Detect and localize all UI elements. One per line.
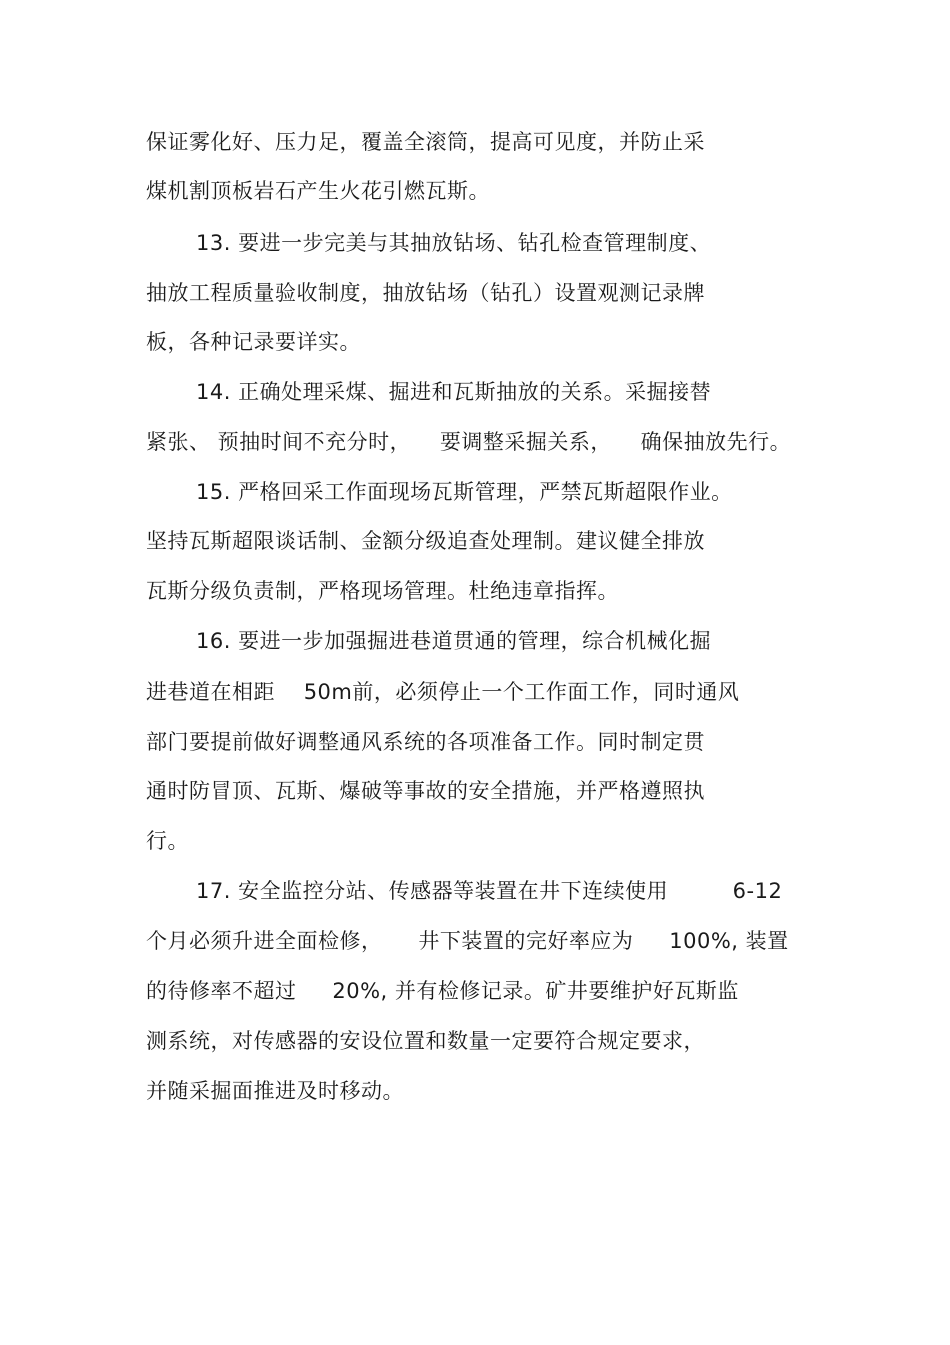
paragraph-line: 部门要提前做好调整通风系统的各项准备工作。同时制定贯 bbox=[146, 730, 705, 754]
paragraph-line: 紧张、 预抽时间不充分时， 要调整采掘关系， 确保抽放先行。 bbox=[146, 430, 792, 454]
paragraph-17-start: 17. 安全监控分站、传感器等装置在井下连续使用 6-12 bbox=[196, 879, 783, 903]
paragraph-line: 并随采掘面推进及时移动。 bbox=[146, 1079, 404, 1103]
paragraph-line: 瓦斯分级负责制，严格现场管理。杜绝违章指挥。 bbox=[146, 579, 619, 603]
paragraph-line: 个月必须升进全面检修， 井下装置的完好率应为 100%, 装置 bbox=[146, 929, 789, 953]
paragraph-line: 行。 bbox=[146, 829, 189, 853]
paragraph-line: 保证雾化好、压力足，覆盖全滚筒，提高可见度，并防止采 bbox=[146, 130, 705, 154]
paragraph-line: 煤机割顶板岩石产生火花引燃瓦斯。 bbox=[146, 179, 490, 203]
paragraph-line: 板，各种记录要详实。 bbox=[146, 330, 361, 354]
paragraph-line: 进巷道在相距 50m前，必须停止一个工作面工作，同时通风 bbox=[146, 680, 740, 704]
paragraph-14-start: 14. 正确处理采煤、掘进和瓦斯抽放的关系。采掘接替 bbox=[196, 380, 712, 404]
paragraph-15-start: 15. 严格回采工作面现场瓦斯管理，严禁瓦斯超限作业。 bbox=[196, 480, 733, 504]
paragraph-line: 抽放工程质量验收制度，抽放钻场（钻孔）设置观测记录牌 bbox=[146, 281, 705, 305]
paragraph-line: 坚持瓦斯超限谈话制、金额分级追查处理制。建议健全排放 bbox=[146, 529, 705, 553]
paragraph-16-start: 16. 要进一步加强掘进巷道贯通的管理，综合机械化掘 bbox=[196, 629, 712, 653]
paragraph-13-start: 13. 要进一步完美与其抽放钻场、钻孔检查管理制度、 bbox=[196, 231, 712, 255]
paragraph-line: 的待修率不超过 20%, 并有检修记录。矿井要维护好瓦斯监 bbox=[146, 979, 739, 1003]
paragraph-line: 测系统，对传感器的安设位置和数量一定要符合规定要求， bbox=[146, 1029, 705, 1053]
paragraph-line: 通时防冒顶、瓦斯、爆破等事故的安全措施，并严格遵照执 bbox=[146, 779, 705, 803]
